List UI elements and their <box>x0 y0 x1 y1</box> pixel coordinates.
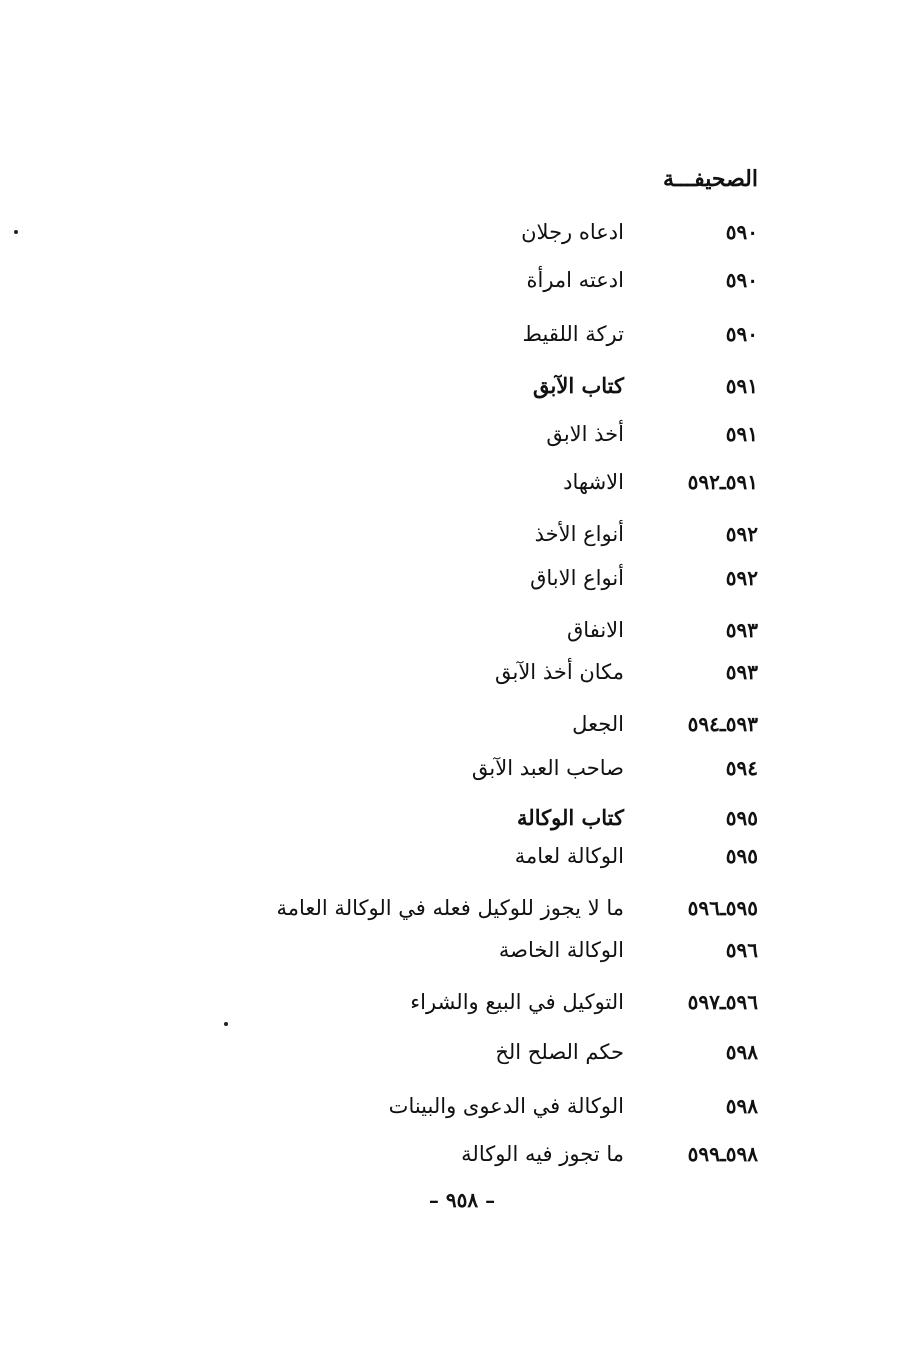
entry-topic: صاحب العبد الآبق <box>471 756 624 780</box>
page-number: – ٩٥٨ – <box>428 1188 496 1212</box>
entry-page-number: ٥٩٢ <box>725 566 758 590</box>
index-entry <box>0 654 924 690</box>
index-entry <box>0 1034 924 1070</box>
entry-topic: الجعل <box>572 712 624 736</box>
entry-topic: ادعاه رجلان <box>521 220 624 244</box>
entry-page-number: ٥٩١ <box>725 422 758 446</box>
entry-topic: أنواع الاباق <box>530 566 624 590</box>
chapter-title: كتاب الوكالة <box>517 805 624 830</box>
index-entry <box>0 838 924 874</box>
entry-page-number: ٥٩٨ <box>725 1094 758 1118</box>
entry-topic: الوكالة في الدعوى والبينات <box>388 1094 624 1118</box>
index-entry <box>0 890 924 926</box>
entry-page-number: ٥٩٠ <box>725 268 758 292</box>
index-entry <box>0 214 924 250</box>
entry-topic: تركة اللقيط <box>522 322 624 346</box>
entry-page-number: ٥٩٨ـ٥٩٩ <box>687 1142 758 1166</box>
entry-topic: ما تجوز فيه الوكالة <box>461 1142 624 1166</box>
entry-page-number: ٥٩٠ <box>725 322 758 346</box>
index-entry <box>0 932 924 968</box>
scan-speck <box>14 230 18 234</box>
index-entry <box>0 1136 924 1172</box>
entry-page-number: ٥٩٥ <box>725 844 758 868</box>
entry-page-number: ٥٩٦ـ٥٩٧ <box>687 990 758 1014</box>
page-column-header: الصحيفـــة <box>663 166 758 192</box>
entry-topic: الاشهاد <box>563 470 624 494</box>
entry-topic: أنواع الأخذ <box>534 522 624 546</box>
entry-page-number: ٥٩٦ <box>725 938 758 962</box>
scan-speck <box>224 1022 228 1026</box>
entry-page-number: ٥٩٣ <box>725 618 758 642</box>
chapter-title: كتاب الآبق <box>533 373 624 398</box>
index-entry <box>0 262 924 298</box>
index-entry <box>0 984 924 1020</box>
entry-page-number: ٥٩٠ <box>725 220 758 244</box>
entry-topic: مكان أخذ الآبق <box>494 660 624 684</box>
entry-topic: أخذ الابق <box>546 422 624 446</box>
index-entry <box>0 416 924 452</box>
entry-page-number: ٥٩١ <box>725 374 758 398</box>
entry-page-number: ٥٩٢ <box>725 522 758 546</box>
entry-page-number: ٥٩١ـ٥٩٢ <box>687 470 758 494</box>
entry-topic: ادعته امرأة <box>526 268 624 292</box>
entry-page-number: ٥٩٣ـ٥٩٤ <box>687 712 758 736</box>
entry-page-number: ٥٩٣ <box>725 660 758 684</box>
entry-topic: الانفاق <box>567 618 624 642</box>
entry-page-number: ٥٩٥ <box>725 806 758 830</box>
index-entry <box>0 706 924 742</box>
index-entry <box>0 1088 924 1124</box>
entry-topic: الوكالة لعامة <box>514 844 624 868</box>
entry-topic: حكم الصلح الخ <box>495 1040 624 1064</box>
index-entry <box>0 464 924 500</box>
entry-topic: ما لا يجوز للوكيل فعله في الوكالة العامة <box>276 896 624 920</box>
index-entry <box>0 560 924 596</box>
entry-topic: الوكالة الخاصة <box>498 938 624 962</box>
index-entry <box>0 368 924 404</box>
entry-page-number: ٥٩٥ـ٥٩٦ <box>687 896 758 920</box>
index-entry <box>0 800 924 836</box>
index-entry <box>0 316 924 352</box>
entry-page-number: ٥٩٤ <box>725 756 758 780</box>
entry-topic: التوكيل في البيع والشراء <box>410 990 624 1014</box>
index-entry <box>0 516 924 552</box>
index-entry <box>0 612 924 648</box>
index-entry <box>0 750 924 786</box>
entry-page-number: ٥٩٨ <box>725 1040 758 1064</box>
